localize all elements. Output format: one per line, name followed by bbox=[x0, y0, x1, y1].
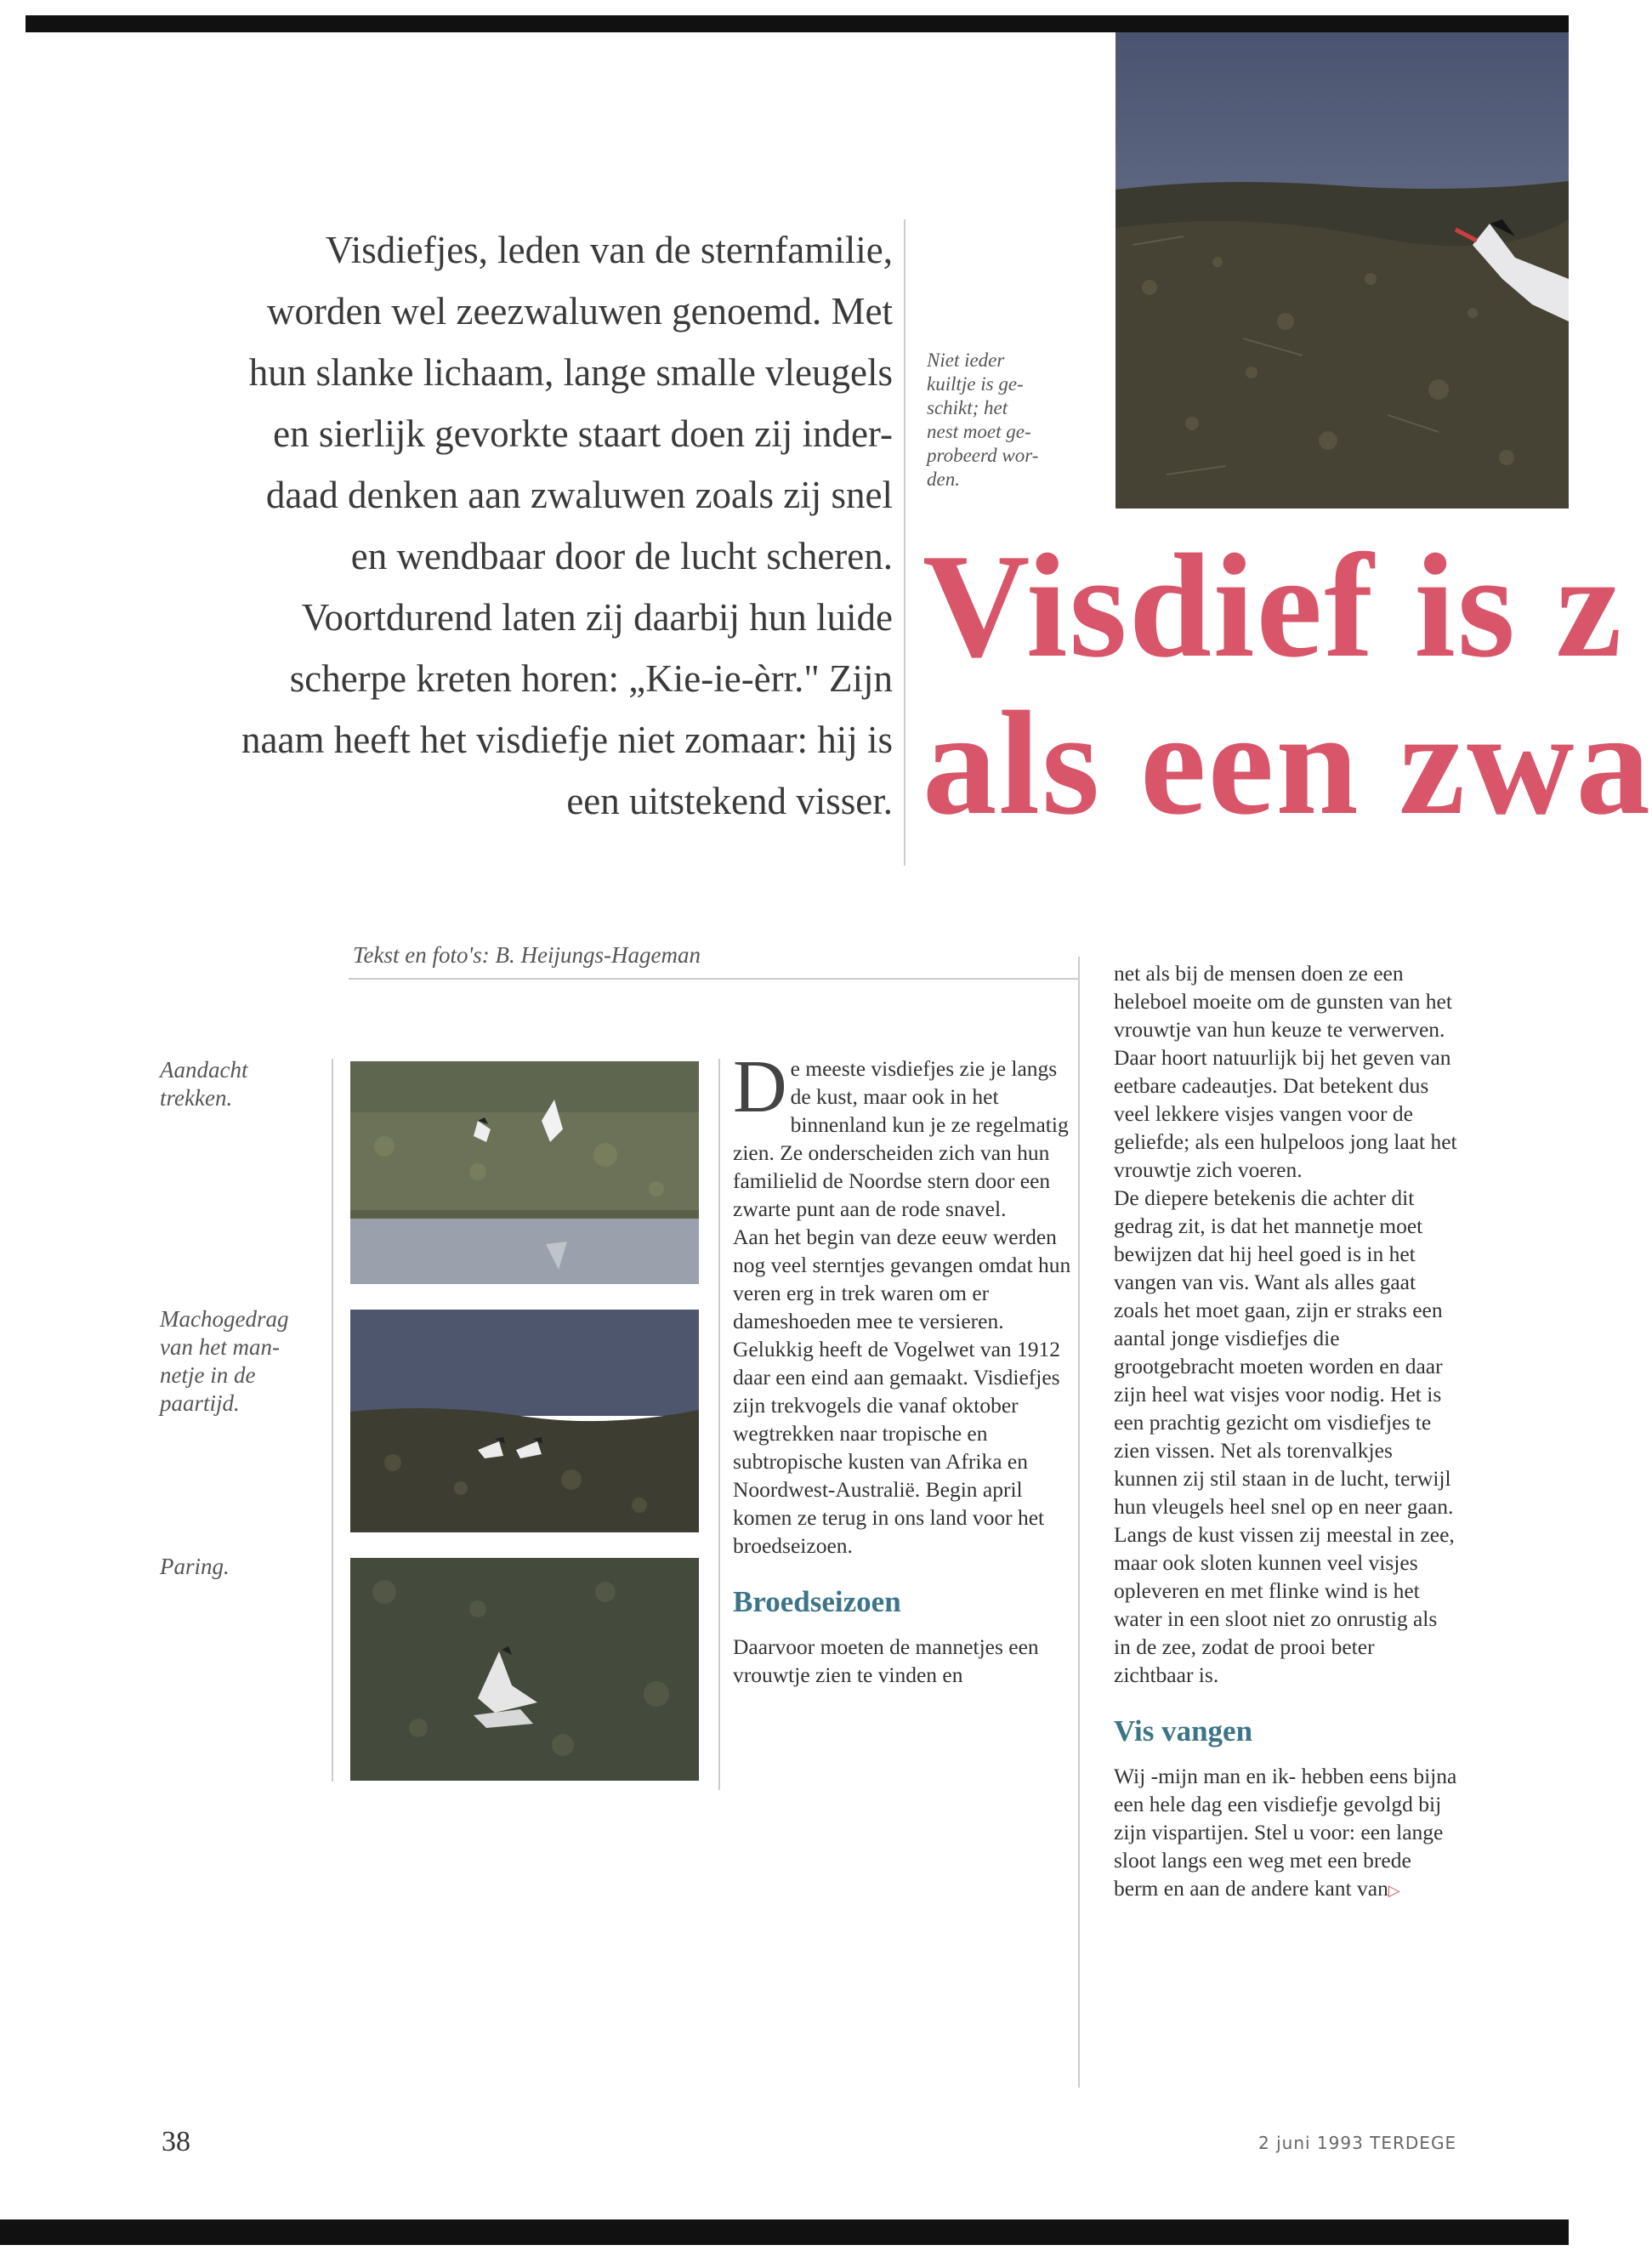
paragraph: De diepere betekenis die achter dit gedrag zit, is dat het mannetje moet bewijzen dat hij heel goed is in het vangen van vis. Want als alles gaat zoals het moet gaan, zijn er straks een aantal jonge visdiefjes die grootgebracht moeten worden en daar zijn heel wat visjes voor nodig. Het is een prachtig gezicht om visdiefjes te zien vissen. Net als torenvalkjes kunnen zij stil staan in de lucht, terwijl hun vleugels heel snel op en neer gaan. bbox=[1114, 1185, 1454, 1519]
divider-line bbox=[1078, 957, 1080, 2088]
divider-line bbox=[904, 219, 905, 866]
caption-line: Niet ieder bbox=[927, 350, 1005, 371]
paragraph bbox=[1114, 1762, 1458, 1905]
paragraph-text: e meeste visdiefjes zie je langs de kust, maar ook in het binnenland kun je ze regelmatig zien. Ze onderscheiden zich van hun familielid de Noordse stern door een zwarte punt aan de rode snavel. bbox=[733, 1056, 1069, 1221]
paragraph: net als bij de mensen doen ze een heleboel moeite om de gunsten van het vrouwtje van hun keuze te verwerven. Daar hoort natuurlijk bij het geven van eetbare cadeautjes. Dat betekent dus veel lekkere visjes vangen voor de geliefde; als een hulpeloos jong laat het vrouwtje zich voeren. bbox=[1114, 961, 1457, 1182]
paragraph bbox=[733, 1046, 1073, 1223]
caption-line: probeerd wor- bbox=[927, 445, 1039, 466]
caption-line: nest moet ge- bbox=[927, 421, 1031, 442]
intro-line: hun slanke lichaam, lange smalle vleugels bbox=[248, 351, 893, 394]
caption-line: Aandacht bbox=[160, 1057, 248, 1083]
caption-line: Machogedrag bbox=[160, 1306, 289, 1332]
caption-line: netje in de bbox=[160, 1362, 256, 1388]
photo-tern-nest bbox=[1116, 32, 1569, 509]
intro-paragraph bbox=[128, 219, 893, 832]
intro-line: een uitstekend visser. bbox=[566, 780, 893, 822]
continue-arrow-icon: ▷ bbox=[1388, 1882, 1400, 1899]
top-black-rule bbox=[26, 15, 1569, 32]
caption-line: van het man- bbox=[160, 1334, 280, 1360]
subheading-vis-vangen: Vis vangen bbox=[1114, 1714, 1253, 1748]
photo-attention bbox=[350, 1061, 699, 1284]
page-number: 38 bbox=[162, 2126, 190, 2157]
caption-line: kuiltje is ge- bbox=[927, 373, 1024, 395]
intro-line: worden wel zeezwaluwen genoemd. Met bbox=[267, 290, 893, 332]
caption-photo-2 bbox=[160, 1305, 321, 1418]
caption-line: paartijd. bbox=[160, 1390, 240, 1416]
caption-photo-1 bbox=[160, 1056, 321, 1112]
headline bbox=[923, 523, 1652, 867]
intro-line: daad denken aan zwaluwen zoals zij snel bbox=[265, 474, 893, 516]
article-column-2 bbox=[1114, 959, 1458, 1905]
intro-line: en sierlijk gevorkte staart doen zij inder- bbox=[273, 412, 893, 455]
intro-line: scherpe kreten horen: „Kie-ie-èrr." Zijn bbox=[289, 657, 893, 700]
caption-line: Paring. bbox=[160, 1554, 230, 1579]
photo-mating bbox=[350, 1558, 699, 1781]
caption-line: den. bbox=[927, 469, 960, 490]
intro-line: en wendbaar door de lucht scheren. bbox=[350, 535, 893, 577]
paragraph: Daarvoor moeten de mannetjes een vrouwtje zien te vinden en bbox=[733, 1634, 1039, 1687]
drop-cap: D bbox=[733, 1046, 787, 1128]
intro-line: naam heeft het visdiefje niet zomaar: hij is bbox=[241, 719, 893, 761]
byline: Tekst en foto's: B. Heijungs-Hageman bbox=[353, 942, 701, 968]
issue-footer: 2 juni 1993 TERDEGE bbox=[1258, 2133, 1457, 2153]
caption-photo-3 bbox=[160, 1553, 321, 1581]
paragraph-text: Wij -mijn man en ik- hebben eens bijna een hele dag een visdiefje gevolgd bij zijn vispartijen. Stel u voor: een lange sloot langs een weg met een brede berm en aan de andere kant van bbox=[1114, 1764, 1457, 1901]
headline-line-1: Visdief is z bbox=[923, 523, 1624, 688]
photo-macho-behaviour bbox=[350, 1310, 699, 1532]
caption-nest-photo bbox=[927, 349, 1088, 492]
caption-line: schikt; het bbox=[927, 397, 1008, 418]
divider-line bbox=[718, 1059, 720, 1790]
article-column-1 bbox=[733, 1046, 1073, 1689]
caption-line: trekken. bbox=[160, 1085, 233, 1111]
paragraph: Langs de kust vissen zij meestal in zee, maar ook sloten kunnen veel visjes opleveren en met flinke wind is het water in een sloot niet zo onrustig als in de zee, zodat de prooi beter zichtbaar is. bbox=[1114, 1522, 1455, 1687]
intro-line: Voortdurend laten zij daarbij hun luide bbox=[301, 596, 893, 639]
divider-line bbox=[332, 1059, 333, 1782]
subheading-broedseizoen: Broedseizoen bbox=[733, 1585, 901, 1618]
headline-line-2: als een zwa bbox=[923, 680, 1652, 845]
intro-line: Visdiefjes, leden van de sternfamilie, bbox=[325, 229, 893, 271]
paragraph: Aan het begin van deze eeuw werden nog veel sterntjes gevangen omdat hun veren erg in trek waren om er dameshoeden mee te versieren. Gelukkig heeft de Vogelwet van 1912 daar een eind aan gemaakt. Visdiefjes zijn trekvogels die vanaf oktober wegtrekken naar tropische en subtropische kusten van Afrika en Noordwest-Australië. Begin april komen ze terug in ons land voor het broedseizoen. bbox=[733, 1225, 1071, 1558]
bottom-black-rule bbox=[0, 2219, 1569, 2245]
divider-line bbox=[349, 978, 1078, 980]
